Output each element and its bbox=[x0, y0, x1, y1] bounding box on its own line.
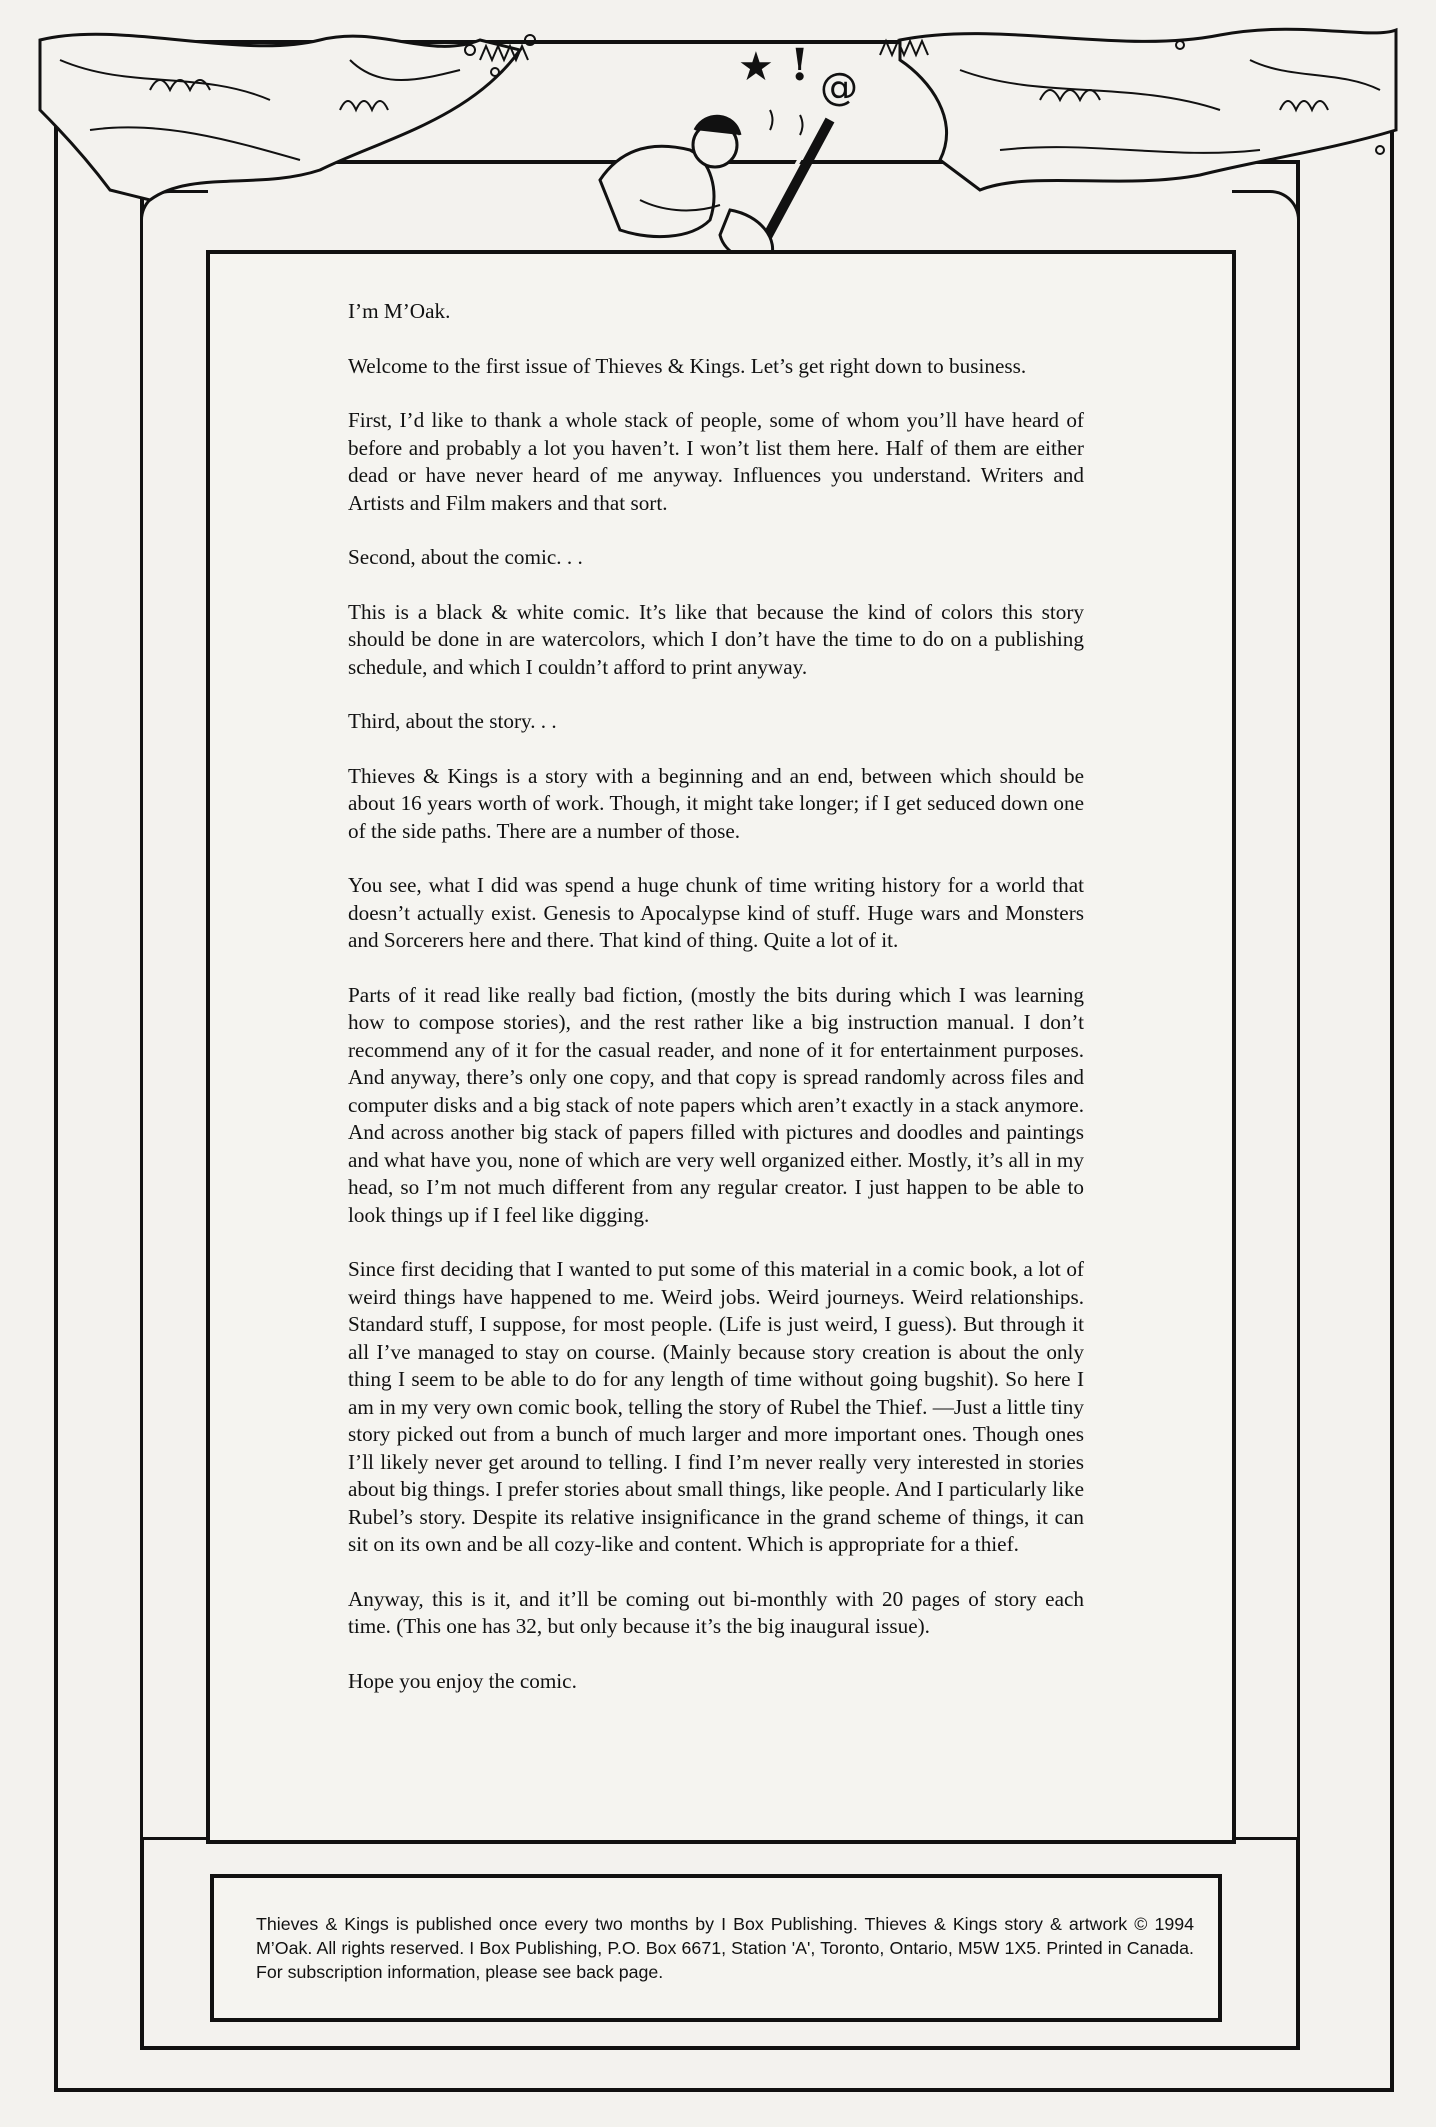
letter-paragraph: Since first deciding that I wanted to put some of this material in a comic book, a lot of weird things have happened to me. Weird jobs. Weird journeys. Weird relationships. Standard stuff, I suppose, for most people. (Life is just weird, I guess). But through it all I’ve managed to stay on course. (Mainly because story creation is about the only thing I seem to be able to do for any length of time without going bugshit). So here I am in my very own comic book, telling the story of Rubel the Thief. —Just a little tiny story picked out from a bunch of much larger and more important ones. Though ones I’ll likely never get around to telling. I find I’m never really very interested in stories about big things. I prefer stories about small things, like people. And I particularly like Rubel’s story. Despite its relative insignificance in the grand scheme of things, it can sit on its own and be all cozy-like and content. Which is appropriate for a thief. bbox=[348, 1257, 1084, 1556]
letter-paragraph: Thieves & Kings is a story with a beginning and an end, between which should be about 16 years worth of work. Though, it might take longer; if I get seduced down one of the side paths. There are a number of those. bbox=[348, 763, 1084, 843]
publication-info-text: Thieves & Kings is published once every two months by I Box Publishing. Thieves & Kings story & artwork © 1994 M’Oak. All rights reserved. I Box Publishing, P.O. Box 6671, Station 'A', Toronto, Ontario, M5W 1X5. Printed in Canada. For subscription information, please see back page. bbox=[256, 1914, 1194, 1982]
letter-paragraph: Parts of it read like really bad fiction, (mostly the bits during which I was learning how to compose stories), and the rest rather like a big instruction manual. I don’t recommend any of it for the casual reader, and none of it for entertainment purposes. And anyway, there’s only one copy, and that copy is spread randomly across files and computer disks and a big stack of note papers which aren’t exactly in a stack anymore. And across another big stack of papers filled with pictures and doodles and paintings and what have you, none of which are very well organized either. Mostly, it’s all in my head, so I’m not much different from any regular creator. I just happen to be able to look things up if I feel like digging. bbox=[348, 982, 1084, 1227]
letter-greeting: I’m M’Oak. bbox=[348, 299, 451, 323]
letter-paragraph: Hope you enjoy the comic. bbox=[348, 1668, 577, 1693]
letter-paragraph: You see, what I did was spend a huge chunk of time writing history for a world that doesn’t actually exist. Genesis to Apocalypse kind of stuff. Huge wars and Monsters and Sorcerers here and there. That kind of thing. Quite a lot of it. bbox=[348, 873, 1084, 952]
left-branch bbox=[40, 34, 520, 200]
right-branch bbox=[900, 29, 1396, 190]
right-scroll-edge bbox=[1232, 190, 1300, 1840]
letter-paragraph: First, I’d like to thank a whole stack of people, some of whom you’ll have heard of before and probably a lot you haven’t. I won’t list them here. Half of them are either dead or have never heard of me anyway. Influences you understand. Writers and Artists and Film makers and that sort. bbox=[348, 408, 1084, 515]
left-scroll-edge bbox=[140, 190, 208, 1840]
letter-paragraph: Second, about the comic. . . bbox=[348, 545, 583, 569]
editorial-letter bbox=[348, 298, 1084, 1722]
writer-figure bbox=[600, 116, 830, 261]
drawing-board bbox=[760, 120, 830, 250]
letter-paragraph: Third, about the story. . . bbox=[348, 709, 557, 733]
letter-paragraph: This is a black & white comic. It’s like that because the kind of colors this story should be done in are watercolors, which I don’t have the time to do on a publishing schedule, and which I couldn’t afford to print anyway. bbox=[348, 599, 1084, 679]
star-scribble: ★ bbox=[738, 44, 774, 90]
letter-paragraph: Anyway, this is it, and it’ll be coming out bi-monthly with 20 pages of story each time. (This one has 32, but only because it’s the big inaugural issue). bbox=[348, 1586, 1084, 1638]
letter-paragraph: Welcome to the first issue of Thieves & Kings. Let’s get right down to business. bbox=[348, 353, 1027, 378]
at-scribble: @ bbox=[820, 65, 858, 109]
exclaim-scribble: ! bbox=[790, 40, 810, 91]
